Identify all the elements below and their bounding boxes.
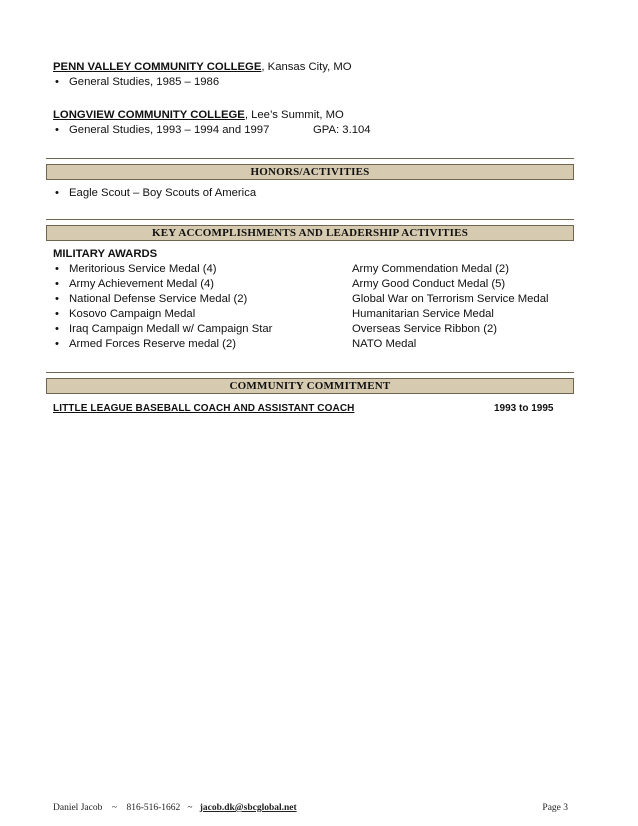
military-awards-heading: MILITARY AWARDS (53, 248, 158, 260)
school-name: PENN VALLEY COMMUNITY COLLEGE (53, 61, 262, 73)
bullet-icon: • (55, 263, 59, 275)
award-row (53, 322, 573, 337)
award-left: Kosovo Campaign Medal (69, 308, 196, 320)
award-right: Army Good Conduct Medal (5) (352, 278, 506, 290)
section-header-honors: HONORS/ACTIVITIES (46, 164, 574, 180)
award-row (53, 277, 573, 292)
school-location: , Lee’s Summit, MO (244, 109, 344, 121)
bullet-icon: • (55, 308, 59, 320)
section-header-community: COMMUNITY COMMITMENT (46, 378, 574, 394)
award-row (53, 292, 573, 307)
honor-text: Eagle Scout – Boy Scouts of America (69, 187, 257, 199)
education-entry-penn-valley (53, 60, 573, 90)
bullet-icon: • (55, 338, 59, 350)
school-name: LONGVIEW COMMUNITY COLLEGE (53, 109, 245, 121)
education-detail-text: General Studies, 1993 – 1994 and 1997 (69, 124, 270, 136)
honors-list (53, 186, 573, 201)
section-header-accomplishments: KEY ACCOMPLISHMENTS AND LEADERSHIP ACTIVITIES (46, 225, 574, 241)
footer-phone: 816-516-1662 (126, 803, 181, 813)
bullet-icon: • (55, 187, 59, 199)
footer-separator: ~ (187, 803, 193, 813)
award-left: Iraq Campaign Medall w/ Campaign Star (69, 323, 273, 335)
community-entry (53, 402, 573, 416)
education-detail (53, 75, 573, 90)
section-divider (46, 372, 574, 373)
bullet-icon: • (55, 278, 59, 290)
footer-name: Daniel Jacob (53, 803, 103, 813)
award-right: Humanitarian Service Medal (352, 308, 494, 320)
bullet-icon: • (55, 124, 59, 136)
footer-email-link[interactable]: jacob.dk@sbcglobal.net (199, 803, 297, 813)
bullet-icon: • (55, 76, 59, 88)
community-years: 1993 to 1995 (494, 403, 554, 414)
award-row (53, 307, 573, 322)
list-item (53, 186, 573, 201)
page-footer (53, 801, 568, 815)
education-detail-text: General Studies, 1985 – 1986 (69, 76, 220, 88)
award-left: Armed Forces Reserve medal (2) (69, 338, 236, 350)
section-divider (46, 158, 574, 159)
section-divider (46, 219, 574, 220)
school-line (53, 108, 573, 123)
gpa-value: GPA: 3.104 (313, 124, 371, 136)
school-location: , Kansas City, MO (261, 61, 352, 73)
military-awards (53, 247, 573, 352)
education-detail (53, 123, 573, 138)
page-number: Page 3 (542, 803, 568, 813)
award-left: Meritorious Service Medal (4) (69, 263, 217, 275)
award-right: Global War on Terrorism Service Medal (352, 293, 549, 305)
award-row (53, 337, 573, 352)
education-entry-longview (53, 108, 573, 138)
award-right: Overseas Service Ribbon (2) (352, 323, 498, 335)
award-left: Army Achievement Medal (4) (69, 278, 215, 290)
award-left: National Defense Service Medal (2) (69, 293, 248, 305)
award-right: NATO Medal (352, 338, 417, 350)
award-right: Army Commendation Medal (2) (352, 263, 509, 275)
bullet-icon: • (55, 293, 59, 305)
community-role: LITTLE LEAGUE BASEBALL COACH AND ASSISTANT COACH (53, 403, 355, 414)
bullet-icon: • (55, 323, 59, 335)
footer-separator: ~ (111, 803, 117, 813)
award-row (53, 262, 573, 277)
school-line (53, 60, 573, 75)
